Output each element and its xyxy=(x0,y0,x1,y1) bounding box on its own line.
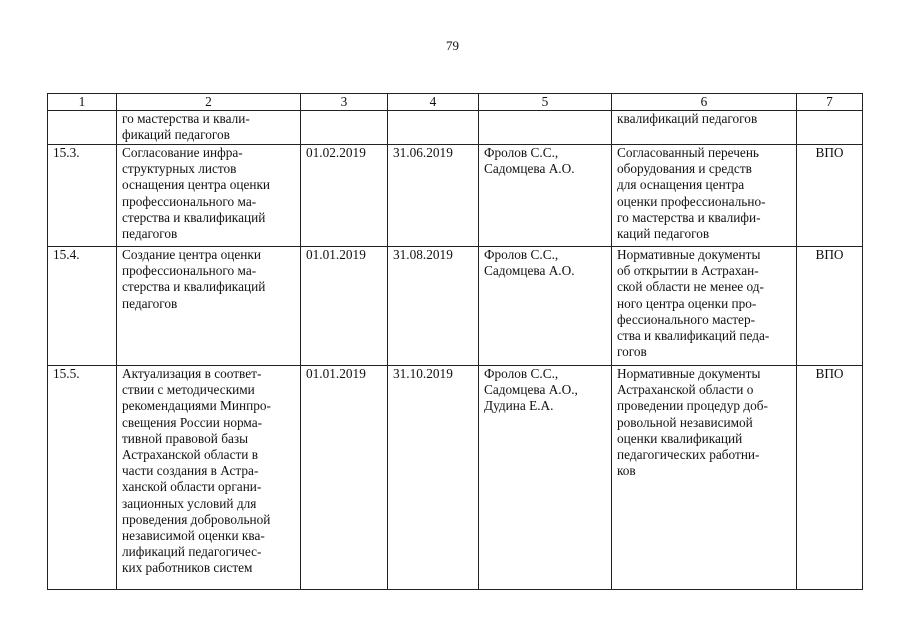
start-date: 01.02.2019 xyxy=(301,145,388,247)
page-number: 79 xyxy=(446,38,459,53)
col-5-header: 5 xyxy=(479,94,612,111)
col-2-header: 2 xyxy=(117,94,301,111)
start-date: 01.01.2019 xyxy=(301,366,388,590)
plan-table xyxy=(47,93,863,590)
activity-name: го мастерства и квали- фикаций педагогов xyxy=(117,111,301,145)
responsible-persons xyxy=(479,111,612,145)
activity-name: Создание центра оценки профессионального ма- стерства и квалификаций педагогов xyxy=(117,247,301,366)
activity-name: Согласование инфра- структурных листов оснащения центра оценки профессионального ма- стерства и квалификаций педагогов xyxy=(117,145,301,247)
activity-name: Актуализация в соответ- ствии с методическими рекомендациями Минпро- свещения России норма- тивной правовой базы Астраханской области в части создания в Астра- ханской области органи- зационных условий для проведения добровольной независимой оценки ква- лификаций педагогичес- ких работников систем xyxy=(117,366,301,590)
row-number: 15.3. xyxy=(48,145,117,247)
responsible-persons: Фролов С.С., Садомцева А.О., Дудина Е.А. xyxy=(479,366,612,590)
organization: ВПО xyxy=(797,366,863,590)
row-number: 15.5. xyxy=(48,366,117,590)
col-4-header: 4 xyxy=(388,94,479,111)
expected-result: Нормативные документы об открытии в Астрахан- ской области не менее од- ного центра оценки про- фессионального мастер- ства и квалификаций педа- гогов xyxy=(612,247,797,366)
expected-result: квалификаций педагогов xyxy=(612,111,797,145)
expected-result: Нормативные документы Астраханской области о проведении процедур доб- ровольной независимой оценки квалификаций педагогических работни- ков xyxy=(612,366,797,590)
row-number xyxy=(48,111,117,145)
col-1-header: 1 xyxy=(48,94,117,111)
expected-result: Согласованный перечень оборудования и средств для оснащения центра оценки профессионально- го мастерства и квалифи- каций педагогов xyxy=(612,145,797,247)
organization: ВПО xyxy=(797,145,863,247)
col-7-header: 7 xyxy=(797,94,863,111)
start-date: 01.01.2019 xyxy=(301,247,388,366)
column-number-row xyxy=(48,94,863,111)
table-row xyxy=(48,247,863,366)
col-6-header: 6 xyxy=(612,94,797,111)
row-number: 15.4. xyxy=(48,247,117,366)
end-date xyxy=(388,111,479,145)
col-3-header: 3 xyxy=(301,94,388,111)
end-date: 31.10.2019 xyxy=(388,366,479,590)
responsible-persons: Фролов С.С., Садомцева А.О. xyxy=(479,247,612,366)
end-date: 31.08.2019 xyxy=(388,247,479,366)
table-row xyxy=(48,366,863,590)
table-row xyxy=(48,145,863,247)
organization xyxy=(797,111,863,145)
responsible-persons: Фролов С.С., Садомцева А.О. xyxy=(479,145,612,247)
start-date xyxy=(301,111,388,145)
end-date: 31.06.2019 xyxy=(388,145,479,247)
table-row xyxy=(48,111,863,145)
organization: ВПО xyxy=(797,247,863,366)
